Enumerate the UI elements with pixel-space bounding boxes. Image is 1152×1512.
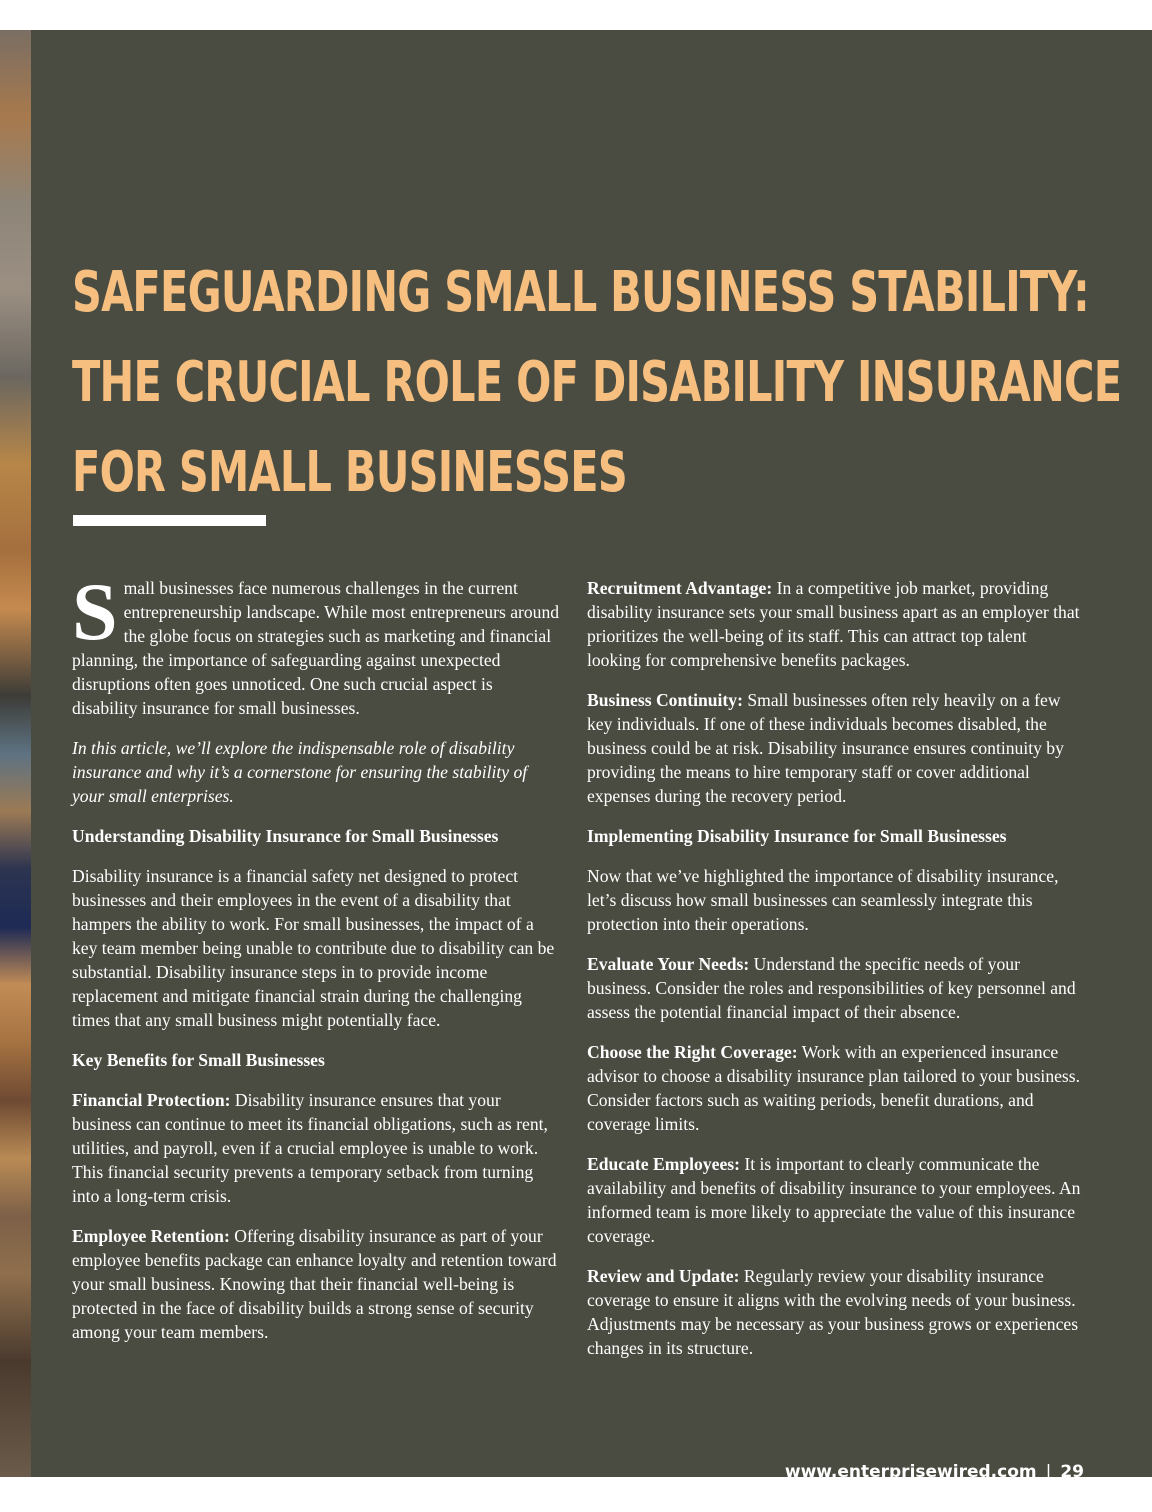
section-body-implementing: Now that we’ve highlighted the importance of disability insurance, let’s discuss how small businesses can seamlessly integrate this protection into their operations. <box>587 866 1059 934</box>
intro-text: mall businesses face numerous challenges in the current entrepreneurship landscape. While most entrepreneurs around the globe focus on strategies such as marketing and financial planning, the importance of safeguarding against unexpected disruptions often goes unnoticed. One such crucial aspect is disability insurance for small businesses. <box>72 578 560 718</box>
page-number: 29 <box>1060 1462 1084 1482</box>
drop-cap: S <box>72 566 118 657</box>
benefit-item-business-continuity <box>587 688 1083 808</box>
article-title <box>72 248 1122 518</box>
step-item-educate-employees <box>587 1152 1083 1248</box>
right-column <box>587 576 1083 1360</box>
benefit-text: In a competitive job market, providing disability insurance sets your small business apart as an employer that prioritizes the well-being of its staff. This can attract top talent looking for comprehensive benefits packages. <box>587 578 1080 670</box>
step-lead: Evaluate Your Needs: <box>587 954 750 974</box>
step-lead: Educate Employees: <box>587 1154 740 1174</box>
section-heading-implementing: Implementing Disability Insurance for Small Businesses <box>587 826 1007 846</box>
step-text: Work with an experienced insurance advisor to choose a disability insurance plan tailored to your business. Consider factors such as waiting periods, benefit durations, and coverage limits. <box>587 1042 1081 1134</box>
step-item-choose-coverage <box>587 1040 1083 1136</box>
intro-paragraph <box>72 566 562 720</box>
background-photo-strip <box>0 30 31 1477</box>
title-line: THE CRUCIAL ROLE OF DISABILITY INSURANCE <box>72 350 1122 415</box>
step-lead: Choose the Right Coverage: <box>587 1042 798 1062</box>
benefit-item-financial-protection <box>72 1088 562 1208</box>
footer-separator: | <box>1045 1462 1052 1482</box>
step-item-evaluate-needs <box>587 952 1083 1024</box>
benefit-item-recruitment-advantage <box>587 576 1083 672</box>
title-divider <box>73 515 266 526</box>
benefit-text: Disability insurance ensures that your business can continue to meet its financial obligations, such as rent, utilities, and payroll, even if a crucial employee is unable to work. This financial security prevents a temporary setback from turning into a long-term crisis. <box>72 1090 548 1206</box>
intro-summary: In this article, we’ll explore the indispensable role of disability insurance and why it’s a cornerstone for ensuring the stability of your small enterprises. <box>72 738 528 806</box>
section-heading-understanding: Understanding Disability Insurance for Small Businesses <box>72 826 499 846</box>
page-bottom-margin <box>0 1477 1152 1512</box>
benefit-lead: Recruitment Advantage: <box>587 578 773 598</box>
page-top-margin <box>0 0 1152 30</box>
section-heading-benefits: Key Benefits for Small Businesses <box>72 1050 325 1070</box>
page-footer <box>785 1462 1084 1482</box>
step-text: Regularly review your disability insurance coverage to ensure it aligns with the evolving needs of your business. Adjustments may be necessary as your business grows or experiences changes in its structure. <box>587 1266 1079 1358</box>
benefit-lead: Business Continuity: <box>587 690 743 710</box>
benefit-text: Offering disability insurance as part of your employee benefits package can enhance loyalty and retention toward your small business. Knowing that their financial well-being is protected in the face of disability builds a strong sense of security among your team members. <box>72 1226 557 1342</box>
left-column <box>72 566 562 1344</box>
step-lead: Review and Update: <box>587 1266 740 1286</box>
footer-website: www.enterprisewired.com <box>784 1462 1037 1482</box>
benefit-lead: Employee Retention: <box>72 1226 230 1246</box>
benefit-text: Small businesses often rely heavily on a few key individuals. If one of these individuals becomes disabled, the business could be at risk. Disability insurance ensures continuity by providing the means to hire temporary staff or cover additional expenses during the recovery period. <box>587 690 1064 806</box>
step-item-review-update <box>587 1264 1083 1360</box>
section-body-understanding: Disability insurance is a financial safety net designed to protect businesses and their employees in the event of a disability that hampers the ability to work. For small businesses, the impact of a key team member being unable to contribute due to disability can be substantial. Disability insurance steps in to provide income replacement and mitigate financial strain during the challenging times that any small business might potentially face. <box>72 866 555 1030</box>
step-text: Understand the specific needs of your business. Consider the roles and responsibilities of key personnel and assess the potential financial impact of their absence. <box>587 954 1076 1022</box>
benefit-lead: Financial Protection: <box>72 1090 231 1110</box>
title-line: FOR SMALL BUSINESSES <box>72 440 627 505</box>
step-text: It is important to clearly communicate the availability and benefits of disability insurance to your employees. An informed team is more likely to appreciate the value of this insurance coverage. <box>587 1154 1081 1246</box>
title-line: SAFEGUARDING SMALL BUSINESS STABILITY: <box>72 260 1089 325</box>
benefit-item-employee-retention <box>72 1224 562 1344</box>
